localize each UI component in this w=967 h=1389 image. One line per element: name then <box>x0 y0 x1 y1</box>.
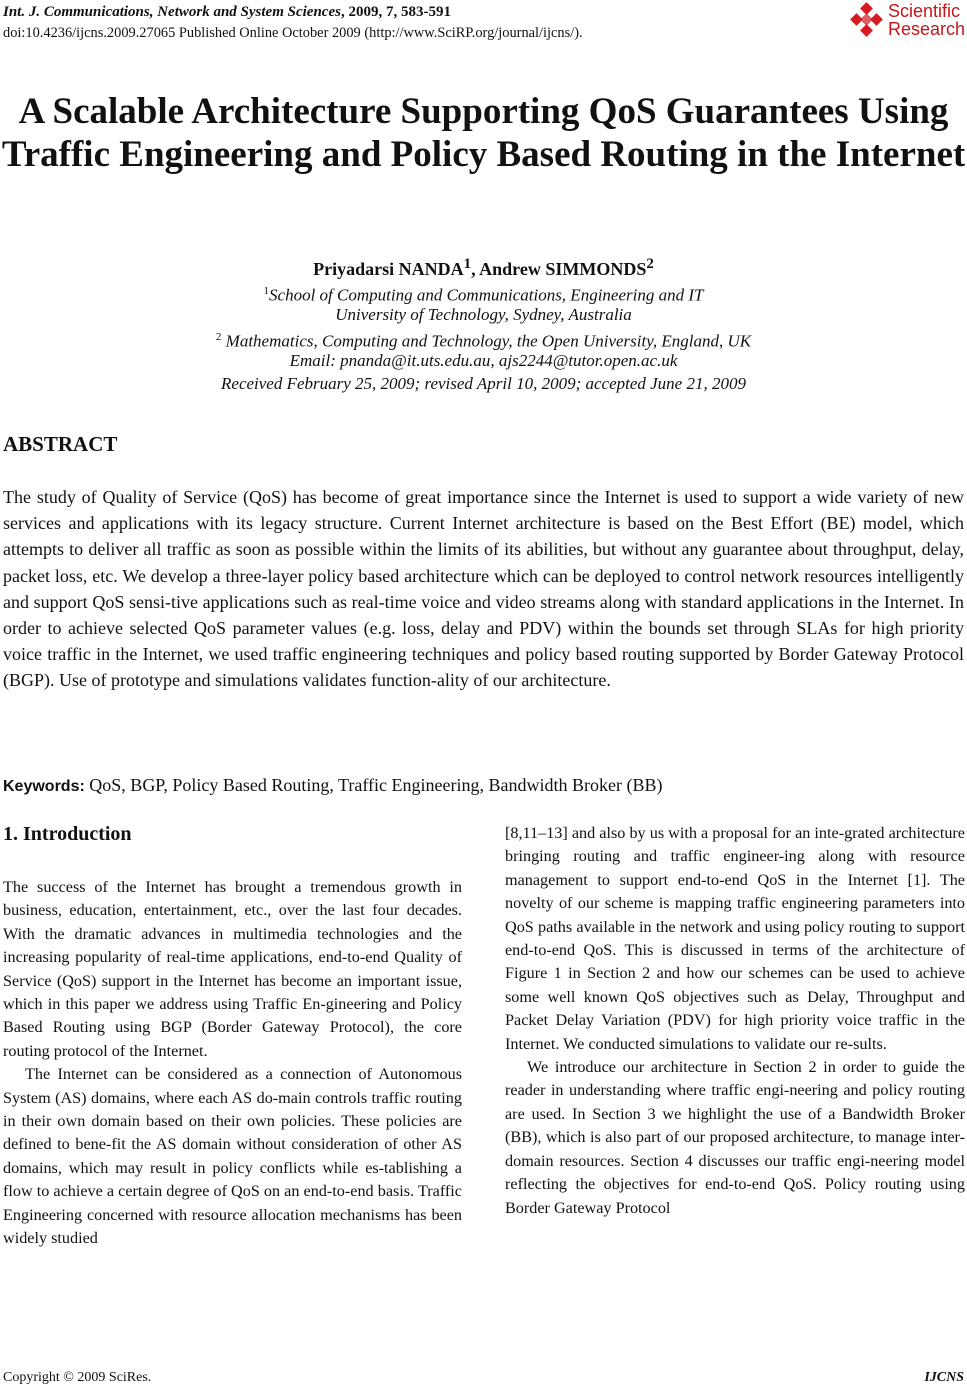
affiliation-2-sup: 2 <box>215 331 222 343</box>
journal-header <box>3 2 763 44</box>
affiliation-1b: University of Technology, Sydney, Australia <box>335 305 632 324</box>
email-line <box>0 349 967 372</box>
keywords-label: Keywords: <box>3 778 85 795</box>
email-value: : pnanda@it.uts.edu.au, ajs2244@tutor.open.ac.uk <box>330 351 678 370</box>
scientific-research-logo <box>850 2 965 38</box>
logo-text <box>888 2 965 38</box>
page-footer <box>3 1370 964 1386</box>
section-heading-introduction: 1. Introduction <box>3 823 132 845</box>
logo-diamond-icon <box>850 3 884 37</box>
affiliation-1-sup: 1 <box>263 285 270 297</box>
affiliation-2-text: Mathematics, Computing and Technology, the Open University, England, UK <box>221 331 752 351</box>
logo-line2: Research <box>887 19 965 39</box>
received-line: Received February 25, 2009; revised April 10, 2009; accepted June 21, 2009 <box>221 374 746 393</box>
journal-citation <box>3 2 763 23</box>
intro-paragraph-2: The Internet can be considered as a connection of Autonomous System (AS) domains, where each AS do-main controls traffic routing in their own domain based on their own policies. These policies are defined to bene-fit the AS domain without consideration of other AS domains, which may result in policy conflicts while es-tablishing a flow to achieve a certain degree of QoS on an end-to-end basis. Traffic Engineering concerned with resource allocation mechanisms has been widely studied <box>3 1065 462 1248</box>
logo-line1: Scientific <box>887 1 960 21</box>
right-column <box>505 822 965 1220</box>
journal-name: Int. J. Communications, Network and System Sciences <box>3 4 341 20</box>
keywords-text: QoS, BGP, Policy Based Routing, Traffic Engineering, Bandwidth Broker (BB) <box>84 775 663 795</box>
doi-line: doi:10.4236/ijcns.2009.27065 Published Online October 2009 (http://www.SciRP.org/journal/ijcns/). <box>3 25 583 41</box>
author-separator: , <box>471 259 480 279</box>
copyright-text: Copyright © 2009 SciRes. <box>3 1370 152 1385</box>
authors <box>0 256 967 280</box>
abstract-heading: ABSTRACT <box>3 432 118 456</box>
intro-paragraph-3: [8,11–13] and also by us with a proposal for an inte-grated architecture bringing routing and traffic engineer-ing along with resource management to support end-to-end QoS in the Internet [1]. The novelty of our scheme is mapping traffic engineering parameters into QoS paths available in the network and using policy routing to support end-to-end QoS. This is discussed in terms of the architecture of Figure 1 in Section 2 and how our schemes can be used to achieve some well known QoS objectives such as Delay, Throughput and Packet Delay Variation (PDV) for high priority voice traffic in the Internet. We conducted simulations to validate our re-sults. <box>505 824 965 1053</box>
author-2-sup: 2 <box>646 256 654 272</box>
paper-title: A Scalable Architecture Supporting QoS Guarantees Using Traffic Engineering and Policy Based Routing in the Internet <box>1 91 966 175</box>
left-column <box>3 876 462 1251</box>
intro-paragraph-4: We introduce our architecture in Section 2 in order to guide the reader in understanding where traffic engi-neering and policy routing are used. In Section 3 we highlight the use of a Bandwidth Broker (BB), which is also part of our proposed architecture, to manage inter-domain resources. Section 4 discusses our traffic engi-neering model reflecting the objectives for end-to-end QoS. Policy routing using Border Gateway Protocol <box>505 1058 965 1217</box>
author-1-sup: 1 <box>463 256 472 272</box>
email-label: Email <box>289 351 331 370</box>
author-1: Priyadarsi NANDA <box>313 259 464 279</box>
abstract-text: The study of Quality of Service (QoS) has become of great importance since the Internet is used to support a wide variety of new services and applications with its legacy structure. Current Internet architecture is based on the Best Effort (BE) model, which attempts to deliver all traffic as soon as possible within the limits of its abilities, but without any guarantee about throughput, delay, packet loss, etc. We develop a three-layer policy based architecture which can be deployed to control network resources intelligently and support QoS sensi-tive applications such as real-time voice and video streams along with standard applications in the Internet. In order to achieve selected QoS parameter values (e.g. loss, delay and PDV) within the bounds set through SLAs for high priority voice traffic in the Internet, we used traffic engineering techniques and policy based routing supported by Border Gateway Protocol (BGP). Use of prototype and simulations validates function-ality of our architecture. <box>3 487 964 691</box>
keywords <box>3 775 964 796</box>
journal-abbrev: IJCNS <box>924 1370 964 1385</box>
journal-details: , 2009, 7, 583-591 <box>340 4 451 20</box>
affiliation-1-text: School of Computing and Communications, Engineering and IT <box>269 285 704 305</box>
intro-paragraph-1: The success of the Internet has brought a tremendous growth in business, education, entertainment, etc., over the last four decades. With the dramatic advances in multimedia technologies and the increasing popularity of real-time applications, end-to-end Quality of Service (QoS) support in the Internet has become an important issue, which in this paper we address using Traffic En-gineering and Policy Based Routing using BGP (Border Gateway Protocol), the core routing protocol of the Internet. <box>3 878 462 1060</box>
author-2: Andrew SIMMONDS <box>479 259 647 279</box>
